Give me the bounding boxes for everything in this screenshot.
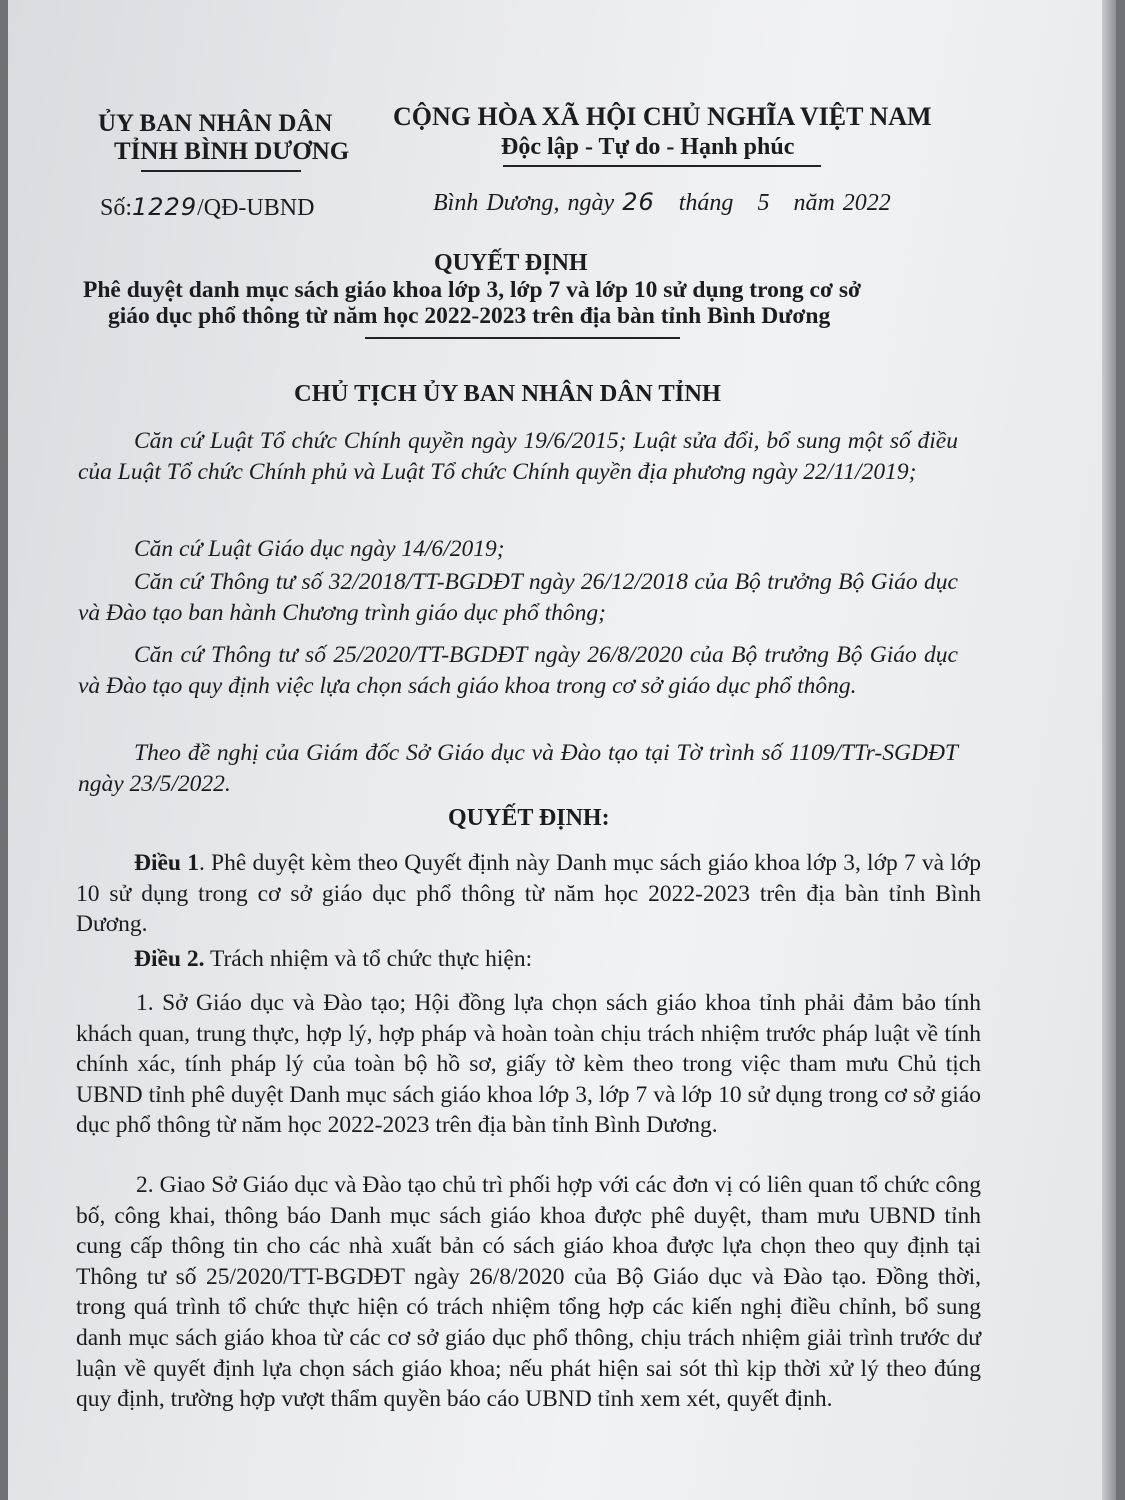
handwritten-number: 1229: [132, 193, 198, 221]
document-date: Bình Dương, ngày 26 tháng 5 năm 2022: [433, 188, 891, 216]
legal-basis-4: Căn cứ Thông tư số 25/2020/TT-BGDĐT ngày 26/8/2020 của Bộ trưởng Bộ Giáo dục và Đào tạo quy định việc lựa chọn sách giáo khoa trong cơ sở giáo dục phổ thông.: [78, 642, 958, 699]
legal-basis-2: Căn cứ Luật Giáo dục ngày 14/6/2019;: [134, 536, 505, 562]
agency-name-line2: TỈNH BÌNH DƯƠNG: [114, 138, 350, 165]
agency-name-line1: ỦY BAN NHÂN DÂN: [98, 110, 333, 137]
page-edge-shadow: [1102, 0, 1116, 1500]
article-2-item-2: 2. Giao Sở Giáo dục và Đào tạo chủ trì phối hợp với các đơn vị có liên quan tổ chức công bố, công khai, thông báo Danh mục sách giáo khoa được phê duyệt, tham mưu UBND tỉnh cung cấp thông tin cho các nhà xuất bản có sách giáo khoa được lựa chọn theo quy định tại Thông tư số 25/2020/TT-BGDĐT ngày 26/8/2020 của Bộ Giáo dục và Đào tạo. Đồng thời, trong quá trình tổ chức thực hiện có trách nhiệm tổng hợp các kiến nghị điều chỉnh, bổ sung danh mục sách giáo khoa từ các cơ sở giáo dục phổ thông, chịu trách nhiệm giải trình trước dư luận về quyết định lựa chọn sách giáo khoa; nếu phát hiện sai sót thì kịp thời xử lý theo đúng quy định, trường hợp vượt thẩm quyền báo cáo UBND tỉnh xem xét, quyết định.: [76, 1172, 981, 1413]
decision-title: QUYẾT ĐỊNH: [434, 250, 588, 276]
document-page: [8, 0, 1116, 1500]
article-1: Điều 1. Phê duyệt kèm theo Quyết định này Danh mục sách giáo khoa lớp 3, lớp 7 và lớp 10 sử dụng trong cơ sở giáo dục phổ thông từ năm học 2022-2023 trên địa bàn tỉnh Bình Dương.: [76, 850, 982, 937]
motto: Độc lập - Tự do - Hạnh phúc: [501, 134, 795, 160]
subject-line1: Phê duyệt danh mục sách giáo khoa lớp 3, lớp 7 và lớp 10 sử dụng trong cơ sở: [83, 277, 862, 303]
motto-underline: [503, 165, 821, 167]
decision-heading: QUYẾT ĐỊNH:: [448, 805, 610, 831]
issuing-authority: CHỦ TỊCH ỦY BAN NHÂN DÂN TỈNH: [294, 380, 721, 407]
agency-underline: [141, 170, 301, 172]
document-number: Số:1229/QĐ-UBND: [100, 193, 315, 221]
handwritten-day: 26: [622, 188, 655, 216]
legal-basis-3: Căn cứ Thông tư số 32/2018/TT-BGDĐT ngày 26/12/2018 của Bộ trưởng Bộ Giáo dục và Đào tạo ban hành Chương trình giáo dục phổ thông;: [78, 569, 958, 626]
legal-basis-1: Căn cứ Luật Tổ chức Chính quyền ngày 19/6/2015; Luật sửa đổi, bổ sung một số điều của Luật Tổ chức Chính phủ và Luật Tổ chức Chính quyền địa phương ngày 22/11/2019;: [78, 428, 958, 485]
article-2: Điều 2. Trách nhiệm và tổ chức thực hiện:: [134, 946, 533, 972]
legal-basis-5: Theo đề nghị của Giám đốc Sở Giáo dục và Đào tạo tại Tờ trình số 1109/TTr-SGDĐT ngày 23/5/2022.: [78, 740, 958, 797]
nation-name: CỘNG HÒA XÃ HỘI CHỦ NGHĨA VIỆT NAM: [393, 102, 932, 131]
subject-line2: giáo dục phổ thông từ năm học 2022-2023 trên địa bàn tỉnh Bình Dương: [108, 303, 831, 329]
subject-underline: [365, 337, 680, 339]
article-2-item-1: 1. Sở Giáo dục và Đào tạo; Hội đồng lựa chọn sách giáo khoa tỉnh phải đảm bảo tính khách quan, trung thực, hợp lý, hợp pháp và hoàn toàn chịu trách nhiệm trước pháp luật về tính chính xác, tính pháp lý của toàn bộ hồ sơ, giấy tờ kèm theo trong việc tham mưu Chủ tịch UBND tỉnh phê duyệt Danh mục sách giáo khoa lớp 3, lớp 7 và lớp 10 sử dụng trong cơ sở giáo dục phổ thông từ năm học 2022-2023 trên địa bàn tỉnh Bình Dương.: [76, 990, 981, 1138]
